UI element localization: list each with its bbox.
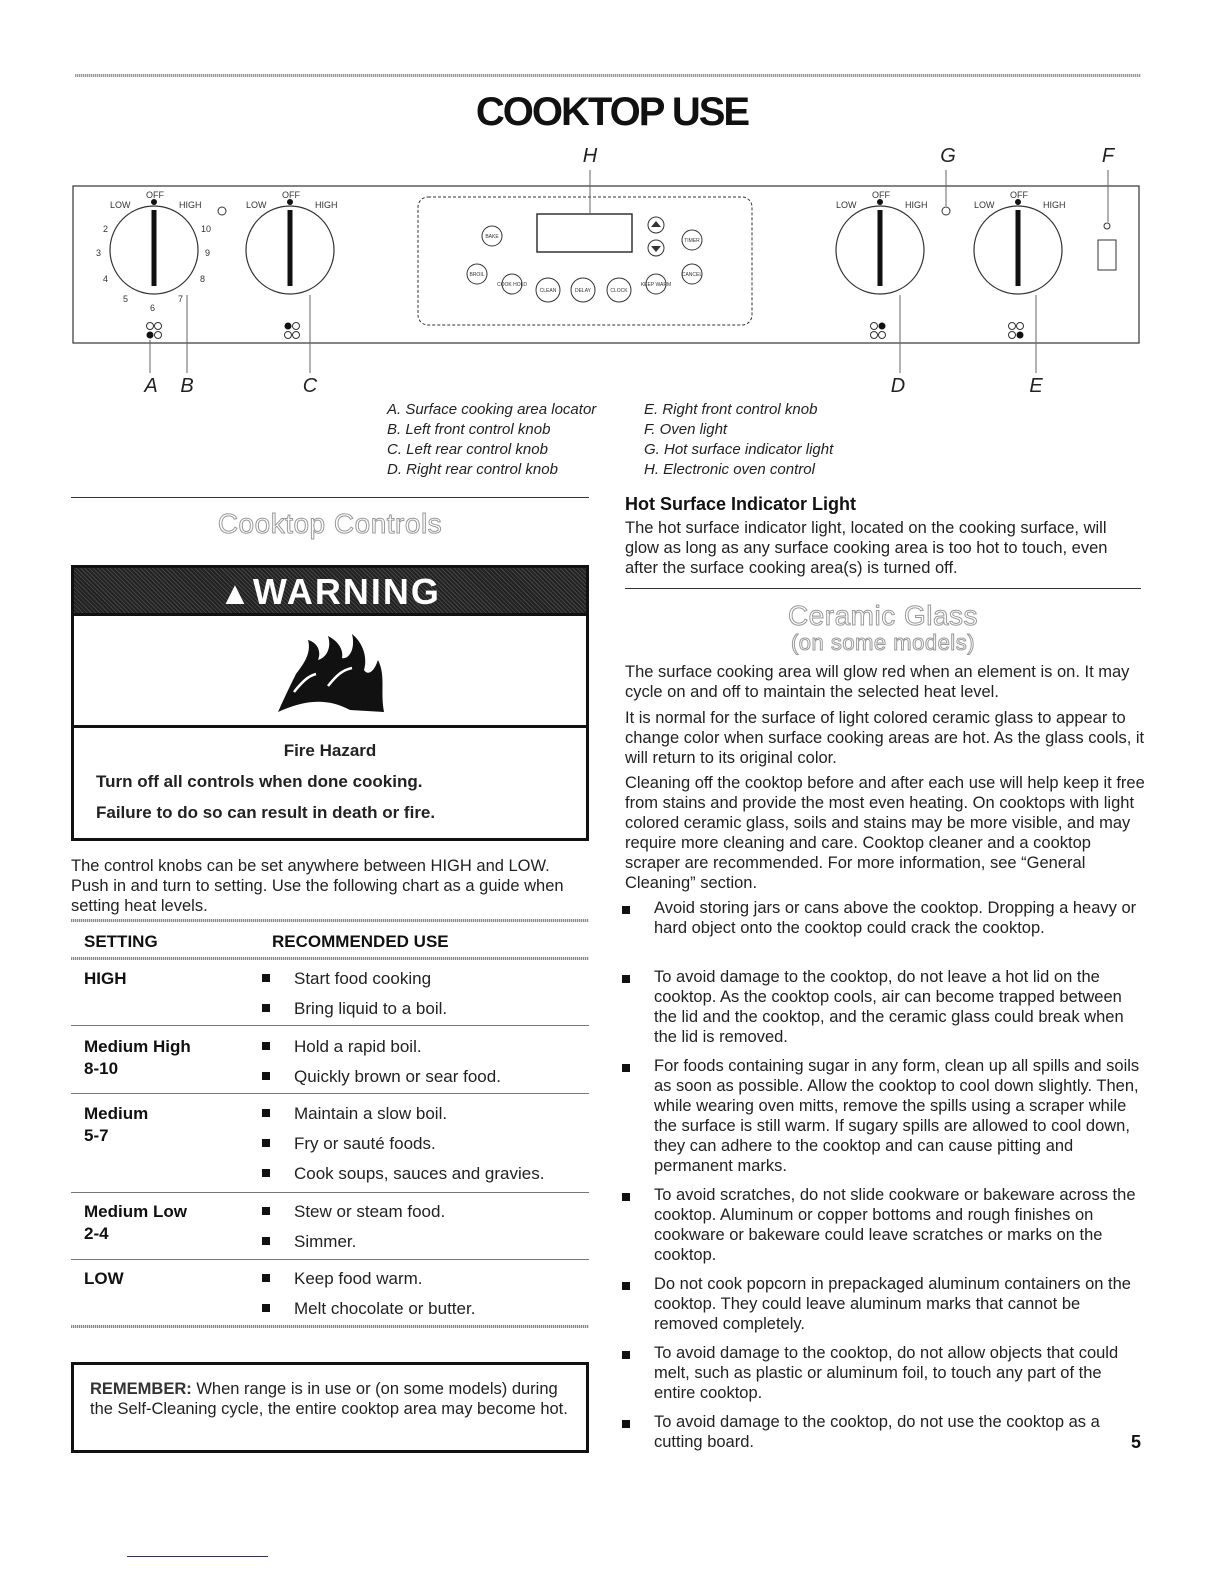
setting-level: 8-10 [84,1059,119,1078]
right-front-knob [974,199,1062,294]
ceramic-paragraph-3: Cleaning off the cooktop before and after each use will help keep it free from stains and provide the most even heating. On cooktops with light colored ceramic glass, soils and stains may be more visible, and may require more cleaning and care. Cooktop cleaner and a cooktop scraper are recommended. For more information, see “General Cleaning” section. [625,774,1145,892]
use-item: Simmer. [294,1232,357,1251]
svg-text:LOW: LOW [974,200,995,210]
warning-box [71,565,589,841]
knob-label-4: 4 [103,274,109,284]
setting-name: Medium [84,1104,149,1123]
list-item: To avoid damage to the cooktop, do not allow objects that could melt, such as plastic or aluminum foil, to touch any part of the entire cooktop. [654,1344,1119,1402]
list-item: Avoid storing jars or cans above the cooktop. Dropping a heavy or hard object onto the cooktop could crack the cooktop. [654,899,1137,937]
controls-intro: The control knobs can be set anywhere between HIGH and LOW. Push in and turn to setting. Use the following chart as a guide when setting heat levels. [71,857,564,915]
svg-text:LOW: LOW [246,200,267,210]
use-item: Hold a rapid boil. [294,1037,422,1056]
legend-item: H. Electronic oven control [644,461,815,478]
legend-item: D. Right rear control knob [387,461,558,478]
warning-triangle-icon: ▲ [219,575,253,611]
hazard-title: Fire Hazard [283,741,377,760]
left-front-knob [110,199,198,294]
list-item: To avoid scratches, do not slide cookware or bakeware across the cooktop. Aluminum or copper bottoms and rough finishes on cookware or bakeware could leave scratches or marks on the cooktop. [654,1186,1136,1264]
page-number: 5 [1130,1432,1141,1452]
use-item: Stew or steam food. [294,1202,446,1221]
legend-item: F. Oven light [644,421,728,438]
clean-button: CLEAN [539,288,557,294]
legend-item: A. Surface cooking area locator [387,401,597,418]
broil-button: BROIL [469,272,485,278]
list-item: For foods containing sugar in any form, clean up all spills and soils as soon as possible. Allow the cooktop to cool down slightly. Then, while wearing oven mitts, remove the spills using a scraper while the surface is still warm. If sugary spills are allowed to cool down, they can adhere to the cooktop and can cause pitting and permanent marks. [654,1057,1140,1175]
list-item: Do not cook popcorn in prepackaged aluminum containers on the cooktop. They could leave aluminum marks that cannot be removed completely. [654,1275,1131,1333]
svg-text:HIGH: HIGH [1043,200,1066,210]
legend-item: G. Hot surface indicator light [644,441,834,458]
callout-d: D [890,375,906,397]
use-item: Melt chocolate or butter. [294,1299,476,1318]
cook-hold-button: COOK HOLD [496,282,528,288]
legend-right [644,400,833,480]
warning-banner [74,568,586,616]
callout-g: G [940,145,956,167]
table-header-setting: SETTING [84,932,158,951]
legend-item: B. Left front control knob [387,421,551,438]
top-rule [75,74,1141,77]
setting-level: 5-7 [84,1126,109,1145]
ceramic-glass-subheading: (on some models) [790,630,976,655]
callout-f: F [1101,145,1115,167]
warning-line-2: Failure to do so can result in death or fire. [96,803,436,822]
table-row [84,1103,589,1183]
footer-rule [127,1556,268,1557]
use-item: Cook soups, sauces and gravies. [294,1164,545,1183]
setting-name: Medium High [84,1037,191,1056]
knob-label-high: HIGH [179,200,202,210]
use-item: Quickly brown or sear food. [294,1067,501,1086]
cooktop-controls-heading: Cooktop Controls [217,508,443,539]
knob-label-5: 5 [123,294,129,304]
left-rear-knob [246,199,334,294]
callout-c: C [302,375,318,397]
ceramic-paragraph-2: It is normal for the surface of light colored ceramic glass to appear to change color when surface cooking areas are hot. As the glass cools, it will return to its original color. [625,709,1145,767]
svg-text:OFF: OFF [1010,190,1028,200]
knob-label-10: 10 [201,224,212,234]
callout-h: H [582,145,598,167]
table-row [84,1268,589,1318]
ceramic-paragraph-1: The surface cooking area will glow red when an element is on. It may cycle on and off to maintain the selected heat level. [625,663,1130,701]
setting-name: LOW [84,1269,124,1288]
warning-line-1: Turn off all controls when done cooking. [96,772,423,791]
table-row [84,1201,589,1251]
control-panel-diagram [0,140,1224,400]
table-header-use: RECOMMENDED USE [272,932,449,951]
hot-surface-text: The hot surface indicator light, located on the cooking surface, will glow as long as any surface cooking area is too hot to touch, even after the surface cooking area(s) is turned off. [625,519,1108,577]
callout-a: A [144,375,158,397]
table-bottom-rule [71,1325,589,1328]
knob-label-off: OFF [146,190,164,200]
knob-label-6: 6 [150,303,156,313]
callout-b: B [180,375,194,397]
table-row [84,968,589,1018]
cancel-button: CANCEL [681,272,703,278]
warning-label: WARNING [252,571,441,612]
timer-button: TIMER [684,238,700,244]
knob-label-low: LOW [110,200,131,210]
table-header-rule [71,957,589,960]
knob-label-7: 7 [178,294,184,304]
svg-text:LOW: LOW [836,200,857,210]
svg-text:HIGH: HIGH [315,200,338,210]
table-row [84,1036,589,1086]
list-item: To avoid damage to the cooktop, do not leave a hot lid on the cooktop. As the cooktop cools, air can become trapped between the lid and the cooktop, and the ceramic glass could break when the lid is removed. [654,968,1124,1046]
svg-text:HIGH: HIGH [905,200,928,210]
delay-button: DELAY [574,288,592,294]
svg-text:OFF: OFF [282,190,300,200]
table-top-rule [71,919,589,922]
callout-e: E [1029,375,1043,397]
setting-level: 2-4 [84,1224,109,1243]
right-rear-knob [836,199,924,294]
legend-item: C. Left rear control knob [387,441,548,458]
section-rule [71,497,589,498]
legend-left [387,400,596,480]
use-item: Fry or sauté foods. [294,1134,436,1153]
page-title: COOKTOP USE [475,90,749,134]
bake-button: BAKE [485,234,499,240]
use-item: Bring liquid to a boil. [294,999,448,1018]
use-item: Maintain a slow boil. [294,1104,448,1123]
knob-label-9: 9 [205,248,211,258]
remember-box [71,1362,589,1453]
legend-item: E. Right front control knob [644,401,818,418]
use-item: Start food cooking [294,969,432,988]
keep-warm-button: KEEP WARM [640,282,672,288]
section-rule [625,588,1141,589]
clock-button: CLOCK [610,288,628,294]
svg-text:OFF: OFF [872,190,890,200]
remember-text: When range is in use or (on some models) during the Self-Cleaning cycle, the entire cooktop area may become hot. [90,1380,568,1418]
ceramic-glass-heading: Ceramic Glass [787,600,979,631]
hot-surface-heading: Hot Surface Indicator Light [625,494,857,514]
setting-name: HIGH [84,969,127,988]
use-item: Keep food warm. [294,1269,423,1288]
knob-label-3: 3 [96,248,102,258]
fire-hazard-icon [272,630,388,716]
remember-label: REMEMBER: [90,1380,192,1398]
setting-name: Medium Low [84,1202,187,1221]
knob-label-8: 8 [200,274,206,284]
list-item: To avoid damage to the cooktop, do not use the cooktop as a cutting board. [654,1413,1100,1451]
knob-label-2: 2 [103,224,109,234]
